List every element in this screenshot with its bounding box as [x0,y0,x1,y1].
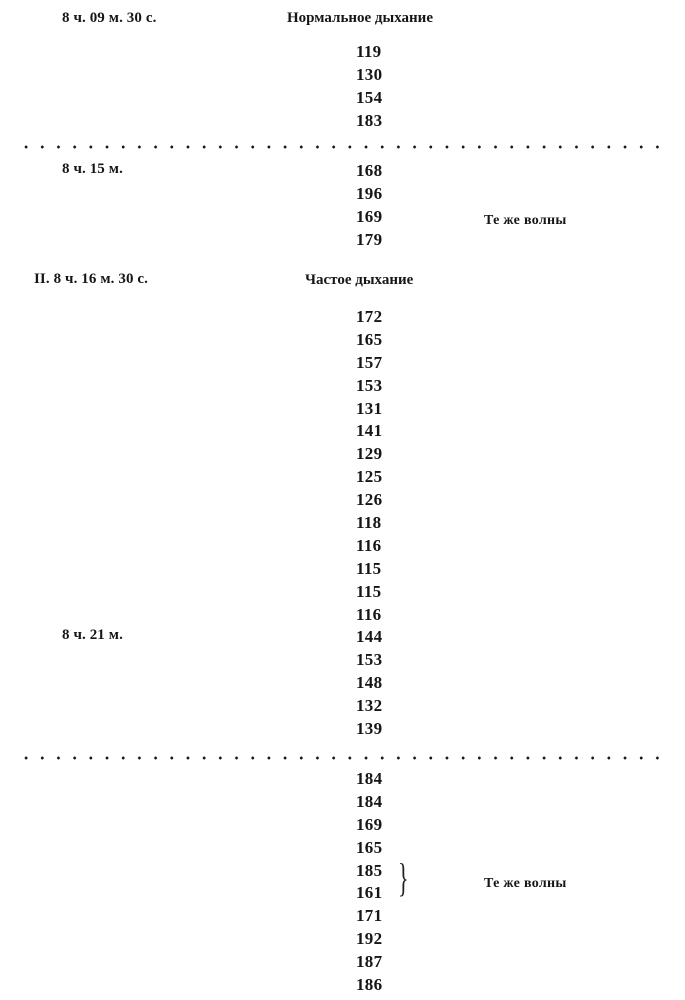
value-column-1 [356,41,390,133]
value-3-9: 126 [356,490,383,510]
timestamp-1: 8 ч. 09 м. 30 с. [62,10,157,26]
value-3-4: 153 [356,375,383,395]
dotted-separator-2 [18,756,666,760]
value-column-3 [356,306,390,741]
value-1-1: 119 [356,42,382,61]
value-1-3: 154 [356,87,383,107]
value-3-15: 144 [356,627,383,647]
value-4-8: 192 [356,929,383,949]
value-4-4: 165 [356,837,383,857]
value-3-7: 129 [356,444,383,464]
value-3-18: 132 [356,696,383,716]
value-3-17: 148 [356,673,383,693]
value-4-5: 185 [356,860,383,880]
value-3-11: 116 [356,535,382,555]
value-4-6: 161 [356,883,383,903]
value-2-2: 196 [356,183,383,203]
value-2-3: 169 [356,206,383,226]
value-3-1: 172 [356,307,383,326]
value-3-10: 118 [356,513,382,533]
timestamp-2: 8 ч. 15 м. [62,161,123,177]
value-3-14: 116 [356,604,382,624]
value-4-9: 187 [356,952,383,972]
value-3-3: 157 [356,352,383,372]
note-same-waves-1: Те же волны [484,213,567,228]
value-3-2: 165 [356,329,383,349]
value-column-2 [356,160,390,252]
value-2-1: 168 [356,161,383,180]
value-column-4 [356,768,390,997]
timestamp-3: II. 8 ч. 16 м. 30 с. [34,271,149,287]
value-1-2: 130 [356,64,383,84]
value-4-10: 186 [356,975,383,995]
value-3-6: 141 [356,421,383,441]
note-same-waves-2: Те же волны [484,876,567,891]
value-3-13: 115 [356,581,382,601]
value-3-16: 153 [356,650,383,670]
heading-rapid-breathing: Частое дыхание [305,272,414,288]
value-4-2: 184 [356,791,383,811]
value-3-12: 115 [356,558,382,578]
heading-normal-breathing: Нормальное дыхание [287,10,433,26]
curly-brace: } [398,855,409,900]
value-4-3: 169 [356,814,383,834]
value-3-19: 139 [356,719,383,739]
value-3-5: 131 [356,398,383,418]
value-2-4: 179 [356,229,383,249]
timestamp-mid: 8 ч. 21 м. [62,627,123,643]
value-3-8: 125 [356,467,383,487]
dotted-separator-1 [18,145,666,149]
value-1-4: 183 [356,110,383,130]
value-4-1: 184 [356,769,383,788]
value-4-7: 171 [356,906,383,926]
